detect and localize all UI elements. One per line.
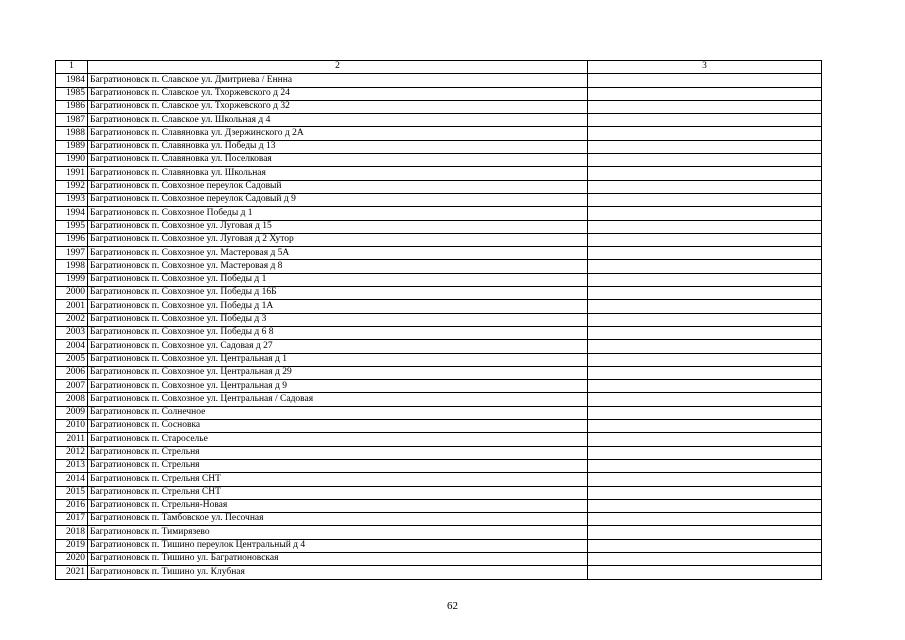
row-number-cell: 2005 [56, 353, 88, 366]
column-3-cell [588, 74, 822, 87]
column-3-cell [588, 100, 822, 113]
address-cell: Багратионовск п. Совхозное ул. Победы д 1А [88, 300, 588, 313]
table-row [56, 380, 822, 393]
row-number-cell: 2006 [56, 366, 88, 379]
row-number-cell: 1987 [56, 114, 88, 127]
row-number-cell: 2003 [56, 326, 88, 339]
table-row [56, 127, 822, 140]
column-header-3: 3 [588, 61, 822, 74]
address-cell: Багратионовск п. Совхозное ул. Луговая д 2 Хутор [88, 233, 588, 246]
table-row [56, 100, 822, 113]
address-cell: Багратионовск п. Стрельня СНТ [88, 473, 588, 486]
row-number-cell: 2004 [56, 340, 88, 353]
row-number-cell: 2015 [56, 486, 88, 499]
row-number-cell: 2017 [56, 513, 88, 526]
column-3-cell [588, 114, 822, 127]
table-row [56, 366, 822, 379]
address-cell: Багратионовск п. Славское ул. Дмитриева / Еннна [88, 74, 588, 87]
address-cell: Багратионовск п. Совхозное ул. Садовая д 27 [88, 340, 588, 353]
address-cell: Багратионовск п. Тишино переулок Центральный д 4 [88, 539, 588, 552]
table-header-row [56, 61, 822, 74]
column-3-cell [588, 247, 822, 260]
table-row [56, 552, 822, 565]
column-3-cell [588, 193, 822, 206]
row-number-cell: 2011 [56, 433, 88, 446]
column-header-2: 2 [88, 61, 588, 74]
address-cell: Багратионовск п. Совхозное ул. Победы д 16Б [88, 287, 588, 300]
table-row [56, 300, 822, 313]
address-cell: Багратионовск п. Совхозное Победы д 1 [88, 207, 588, 220]
address-cell: Багратионовск п. Тишино ул. Клубная [88, 566, 588, 579]
table-row [56, 513, 822, 526]
address-cell: Багратионовск п. Стрельня [88, 446, 588, 459]
table-row [56, 486, 822, 499]
table-row [56, 393, 822, 406]
table-row [56, 566, 822, 579]
address-cell: Багратионовск п. Стрельня СНТ [88, 486, 588, 499]
address-cell: Багратионовск п. Тамбовское ул. Песочная [88, 513, 588, 526]
column-3-cell [588, 220, 822, 233]
row-number-cell: 1997 [56, 247, 88, 260]
column-3-cell [588, 366, 822, 379]
row-number-cell: 2012 [56, 446, 88, 459]
row-number-cell: 2009 [56, 406, 88, 419]
column-3-cell [588, 207, 822, 220]
address-cell: Багратионовск п. Совхозное ул. Мастеровая д 5А [88, 247, 588, 260]
address-cell: Багратионовск п. Совхозное ул. Победы д 3 [88, 313, 588, 326]
address-cell: Багратионовск п. Староселье [88, 433, 588, 446]
table-row [56, 247, 822, 260]
row-number-cell: 1996 [56, 233, 88, 246]
row-number-cell: 1991 [56, 167, 88, 180]
column-3-cell [588, 287, 822, 300]
row-number-cell: 2013 [56, 459, 88, 472]
column-3-cell [588, 353, 822, 366]
table-row [56, 446, 822, 459]
address-cell: Багратионовск п. Солнечное [88, 406, 588, 419]
row-number-cell: 2021 [56, 566, 88, 579]
column-3-cell [588, 393, 822, 406]
column-3-cell [588, 273, 822, 286]
table-row [56, 526, 822, 539]
address-table-body [56, 61, 822, 580]
address-cell: Багратионовск п. Славское ул. Тхоржевского д 32 [88, 100, 588, 113]
address-cell: Багратионовск п. Совхозное ул. Центральная д 1 [88, 353, 588, 366]
table-row [56, 260, 822, 273]
column-3-cell [588, 433, 822, 446]
column-3-cell [588, 167, 822, 180]
row-number-cell: 1985 [56, 87, 88, 100]
address-table [55, 60, 822, 580]
row-number-cell: 2014 [56, 473, 88, 486]
table-row [56, 326, 822, 339]
row-number-cell: 2018 [56, 526, 88, 539]
column-3-cell [588, 406, 822, 419]
table-row [56, 74, 822, 87]
address-cell: Багратионовск п. Совхозное ул. Победы д 6 8 [88, 326, 588, 339]
table-row [56, 193, 822, 206]
table-row [56, 459, 822, 472]
column-3-cell [588, 473, 822, 486]
row-number-cell: 2001 [56, 300, 88, 313]
address-cell: Багратионовск п. Совхозное ул. Центральная / Садовая [88, 393, 588, 406]
column-3-cell [588, 154, 822, 167]
row-number-cell: 1988 [56, 127, 88, 140]
column-3-cell [588, 566, 822, 579]
column-3-cell [588, 420, 822, 433]
column-3-cell [588, 486, 822, 499]
table-row [56, 273, 822, 286]
address-cell: Багратионовск п. Совхозное ул. Луговая д 15 [88, 220, 588, 233]
address-cell: Багратионовск п. Славское ул. Тхоржевского д 24 [88, 87, 588, 100]
column-3-cell [588, 380, 822, 393]
address-cell: Багратионовск п. Славяновка ул. Победы д 13 [88, 140, 588, 153]
table-row [56, 180, 822, 193]
address-cell: Багратионовск п. Сосновка [88, 420, 588, 433]
address-cell: Багратионовск п. Тишино ул. Багратионовская [88, 552, 588, 565]
table-row [56, 353, 822, 366]
column-3-cell [588, 340, 822, 353]
column-3-cell [588, 233, 822, 246]
row-number-cell: 1999 [56, 273, 88, 286]
table-row [56, 87, 822, 100]
table-row [56, 140, 822, 153]
column-3-cell [588, 300, 822, 313]
table-row [56, 167, 822, 180]
table-row [56, 313, 822, 326]
address-cell: Багратионовск п. Стрельня [88, 459, 588, 472]
address-cell: Багратионовск п. Совхозное ул. Победы д 1 [88, 273, 588, 286]
row-number-cell: 1994 [56, 207, 88, 220]
row-number-cell: 2019 [56, 539, 88, 552]
column-3-cell [588, 499, 822, 512]
row-number-cell: 1990 [56, 154, 88, 167]
column-3-cell [588, 313, 822, 326]
address-cell: Багратионовск п. Славяновка ул. Дзержинского д 2А [88, 127, 588, 140]
table-row [56, 499, 822, 512]
column-3-cell [588, 526, 822, 539]
row-number-cell: 2020 [56, 552, 88, 565]
column-3-cell [588, 127, 822, 140]
row-number-cell: 2000 [56, 287, 88, 300]
column-3-cell [588, 140, 822, 153]
row-number-cell: 1989 [56, 140, 88, 153]
table-row [56, 207, 822, 220]
column-3-cell [588, 446, 822, 459]
row-number-cell: 1995 [56, 220, 88, 233]
row-number-cell: 2010 [56, 420, 88, 433]
table-row [56, 539, 822, 552]
table-row [56, 287, 822, 300]
column-3-cell [588, 539, 822, 552]
address-cell: Багратионовск п. Совхозное переулок Садовый [88, 180, 588, 193]
row-number-cell: 1992 [56, 180, 88, 193]
column-3-cell [588, 260, 822, 273]
column-3-cell [588, 513, 822, 526]
column-header-1: 1 [56, 61, 88, 74]
table-row [56, 233, 822, 246]
table-row [56, 154, 822, 167]
row-number-cell: 1993 [56, 193, 88, 206]
table-row [56, 473, 822, 486]
row-number-cell: 1998 [56, 260, 88, 273]
address-cell: Багратионовск п. Совхозное ул. Центральная д 29 [88, 366, 588, 379]
row-number-cell: 2008 [56, 393, 88, 406]
page-number: 62 [447, 600, 458, 612]
row-number-cell: 2002 [56, 313, 88, 326]
table-row [56, 220, 822, 233]
address-cell: Багратионовск п. Стрельня-Новая [88, 499, 588, 512]
address-cell: Багратионовск п. Славяновка ул. Поселковая [88, 154, 588, 167]
address-cell: Багратионовск п. Славяновка ул. Школьная [88, 167, 588, 180]
column-3-cell [588, 326, 822, 339]
table-row [56, 340, 822, 353]
row-number-cell: 2007 [56, 380, 88, 393]
table-row [56, 420, 822, 433]
row-number-cell: 2016 [56, 499, 88, 512]
table-row [56, 114, 822, 127]
column-3-cell [588, 459, 822, 472]
row-number-cell: 1984 [56, 74, 88, 87]
table-row [56, 433, 822, 446]
column-3-cell [588, 87, 822, 100]
address-cell: Багратионовск п. Славское ул. Школьная д 4 [88, 114, 588, 127]
row-number-cell: 1986 [56, 100, 88, 113]
address-cell: Багратионовск п. Совхозное ул. Мастеровая д 8 [88, 260, 588, 273]
column-3-cell [588, 180, 822, 193]
column-3-cell [588, 552, 822, 565]
table-row [56, 406, 822, 419]
address-cell: Багратионовск п. Совхозное переулок Садовый д 9 [88, 193, 588, 206]
address-cell: Багратионовск п. Совхозное ул. Центральная д 9 [88, 380, 588, 393]
address-cell: Багратионовск п. Тимирязево [88, 526, 588, 539]
